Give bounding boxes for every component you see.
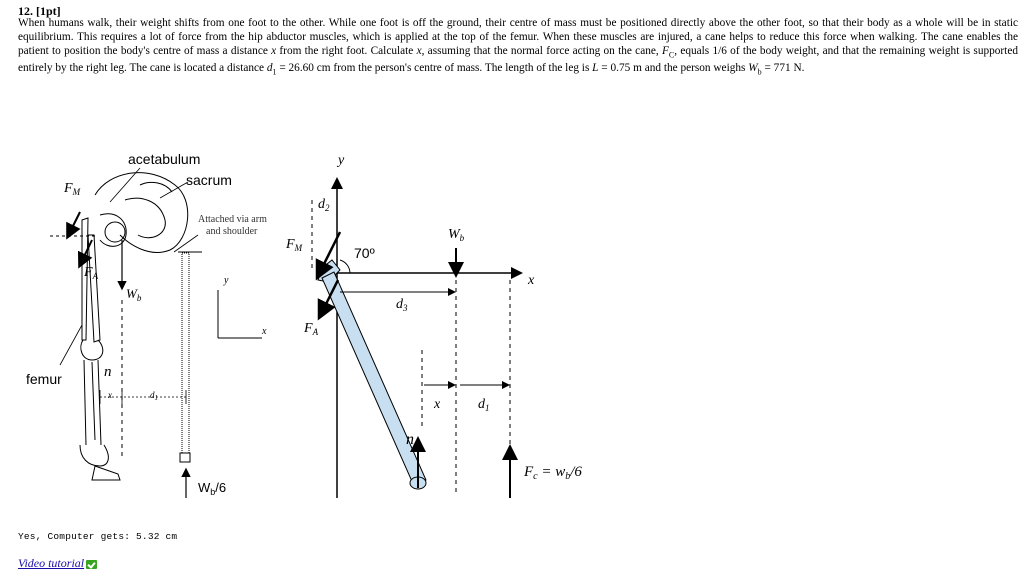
answer-feedback: Yes, Computer gets: 5.32 cm [18,531,178,542]
sacrum-label: sacrum [186,172,232,188]
femur-bar [318,260,426,489]
left-n-label: n [104,364,112,380]
video-tutorial-link[interactable] [18,556,97,571]
checkmark-icon [86,560,97,569]
fbd-wb-label: $W_b$ [448,227,465,243]
fbd-x-dim-label: x [434,397,441,412]
fbd-d3-label: $d_3$ [396,297,408,313]
left-wb-label: $W_b$ [126,286,142,303]
free-body-diagram [285,153,582,498]
question-text: When humans walk, their weight shifts from one foot to the other. While one foot is off the ground, their centre of mass must be positioned directly above the other foot, so that their body as a whole will be in static equilibrium. This requires a lot of force from the hip abductor muscles, which is applied at the top of the femur. When these muscles are injured, a cane helps to reduce this force when walking. The cane enables the patient to position the body's centre of mass a distance x from the right foot. Calculate x, assuming that the normal force acting on the cane, $F_C$, equals 1/6 of the body weight, and that the remaining weight is supported entirely by the right leg. The cane is located a distance $d_1 = 26.60$ cm from the person's centre of mass. The length of the leg is L = 0.75 m and the person weighs $W_b = 771$ N. [18,17,1018,77]
acetabulum-label: acetabulum [128,151,201,167]
video-tutorial-label[interactable]: Video tutorial [18,556,85,570]
question-points: [1pt] [36,4,61,18]
fbd-fm-label: $F_M$ [286,237,303,253]
question-number: 12. [18,4,33,18]
fbd-fc-equation: $F_c = w_b/6$ [524,464,582,482]
physics-figure [0,140,640,510]
angle-arc [340,260,350,273]
left-fa-label: $F_A$ [84,265,99,281]
fbd-n-label: n [406,431,414,448]
femur-leader [60,325,82,365]
fbd-y-label: y [338,153,345,168]
attached-label-2: and shoulder [206,226,258,237]
femur-label: femur [26,371,62,387]
anatomy-diagram [26,151,267,498]
fbd-d2-label: $d_2$ [318,197,330,213]
left-fm-label: $F_M$ [64,181,81,197]
attached-label-1: Attached via arm [198,214,267,225]
fbd-x-axis-label: x [528,273,535,288]
left-cane [178,252,202,462]
fm-force-arrow [68,212,80,236]
pelvis-drawing [95,173,188,253]
leg-bones-drawing [80,218,120,480]
left-x-dim-label: x [108,390,112,400]
left-cane-force-label: $W_b/6$ [198,480,227,497]
fbd-angle-label: 70º [354,245,375,261]
fbd-fa-label: $F_A$ [304,321,319,337]
small-axis-x-label: x [262,326,267,337]
left-d1-dim-label: $d_1$ [150,390,158,402]
fbd-d1-label: $d_1$ [478,397,490,413]
small-axis-y-label: y [224,275,229,286]
acetabulum-leader [110,168,140,202]
